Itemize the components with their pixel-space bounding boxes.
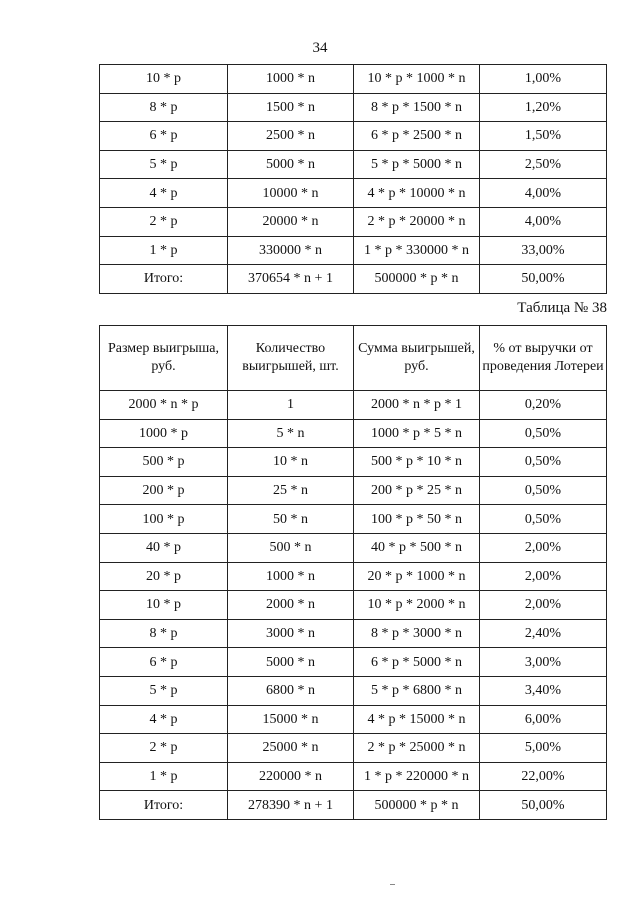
cell-revenue-percent: 2,40%: [480, 619, 607, 648]
cell-revenue-percent: 4,00%: [480, 179, 607, 208]
cell-prize-sum: 2000 * n * p * 1: [354, 391, 480, 420]
cell-prize-size: 2000 * n * p: [100, 391, 228, 420]
cell-prize-count: 2500 * n: [228, 122, 354, 151]
cell-prize-sum: 500000 * p * n: [354, 265, 480, 294]
cell-prize-sum: 4 * p * 15000 * n: [354, 705, 480, 734]
cell-prize-sum: 8 * p * 3000 * n: [354, 619, 480, 648]
cell-prize-size: 1 * p: [100, 236, 228, 265]
cell-prize-count: 2000 * n: [228, 591, 354, 620]
table-row: [100, 236, 607, 265]
cell-prize-sum: 4 * p * 10000 * n: [354, 179, 480, 208]
cell-prize-size: 1 * p: [100, 762, 228, 791]
table-row: [100, 150, 607, 179]
table-row: [100, 562, 607, 591]
cell-revenue-percent: 1,20%: [480, 93, 607, 122]
table-row: [100, 419, 607, 448]
cell-prize-count: 500 * n: [228, 533, 354, 562]
cell-prize-count: 10 * n: [228, 448, 354, 477]
cell-prize-size: 1000 * p: [100, 419, 228, 448]
cell-prize-count: 278390 * n + 1: [228, 791, 354, 820]
cell-revenue-percent: 4,00%: [480, 207, 607, 236]
cell-prize-sum: 1000 * p * 5 * n: [354, 419, 480, 448]
cell-prize-size: Итого:: [100, 265, 228, 294]
cell-prize-sum: 500000 * p * n: [354, 791, 480, 820]
cell-prize-size: 5 * p: [100, 150, 228, 179]
cell-prize-sum: 5 * p * 6800 * n: [354, 676, 480, 705]
cell-prize-count: 370654 * n + 1: [228, 265, 354, 294]
prize-table-38-body: [100, 391, 607, 820]
table-row: [100, 705, 607, 734]
cell-revenue-percent: 3,40%: [480, 676, 607, 705]
cell-prize-size: 20 * p: [100, 562, 228, 591]
cell-prize-count: 5000 * n: [228, 648, 354, 677]
cell-prize-count: 3000 * n: [228, 619, 354, 648]
cell-prize-count: 220000 * n: [228, 762, 354, 791]
cell-revenue-percent: 0,20%: [480, 391, 607, 420]
table-caption: Таблица № 38: [517, 300, 607, 316]
cell-prize-size: 2 * p: [100, 734, 228, 763]
cell-revenue-percent: 1,50%: [480, 122, 607, 151]
cell-revenue-percent: 2,50%: [480, 150, 607, 179]
table-header-row: [100, 326, 607, 391]
cell-revenue-percent: 0,50%: [480, 448, 607, 477]
cell-revenue-percent: 33,00%: [480, 236, 607, 265]
cell-prize-count: 10000 * n: [228, 179, 354, 208]
cell-revenue-percent: 2,00%: [480, 562, 607, 591]
cell-prize-count: 6800 * n: [228, 676, 354, 705]
table-row: [100, 65, 607, 94]
cell-revenue-percent: 2,00%: [480, 533, 607, 562]
cell-revenue-percent: 2,00%: [480, 591, 607, 620]
cell-prize-size: 40 * p: [100, 533, 228, 562]
header-prize-count: Количество выигрышей, шт.: [228, 326, 354, 391]
cell-prize-count: 50 * n: [228, 505, 354, 534]
cell-prize-sum: 40 * p * 500 * n: [354, 533, 480, 562]
cell-revenue-percent: 5,00%: [480, 734, 607, 763]
table-row: [100, 476, 607, 505]
prize-table-38: [99, 325, 607, 820]
table-row: [100, 676, 607, 705]
table-row: [100, 762, 607, 791]
cell-prize-size: 500 * p: [100, 448, 228, 477]
cell-prize-count: 330000 * n: [228, 236, 354, 265]
table-row: [100, 265, 607, 294]
cell-revenue-percent: 6,00%: [480, 705, 607, 734]
table-row: [100, 207, 607, 236]
table-row: [100, 734, 607, 763]
cell-prize-count: 5000 * n: [228, 150, 354, 179]
cell-prize-count: 15000 * n: [228, 705, 354, 734]
cell-prize-count: 20000 * n: [228, 207, 354, 236]
page-number: 34: [312, 40, 328, 56]
header-prize-size: Размер выигрыша, руб.: [100, 326, 228, 391]
cell-prize-size: 8 * p: [100, 93, 228, 122]
cell-revenue-percent: 22,00%: [480, 762, 607, 791]
cell-prize-sum: 2 * p * 20000 * n: [354, 207, 480, 236]
cell-prize-count: 1500 * n: [228, 93, 354, 122]
cell-prize-sum: 1 * p * 220000 * n: [354, 762, 480, 791]
cell-prize-sum: 20 * p * 1000 * n: [354, 562, 480, 591]
table-row: [100, 791, 607, 820]
cell-prize-count: 25000 * n: [228, 734, 354, 763]
header-prize-sum: Сумма выигрышей, руб.: [354, 326, 480, 391]
cell-prize-size: 200 * p: [100, 476, 228, 505]
table-row: [100, 505, 607, 534]
cell-revenue-percent: 50,00%: [480, 265, 607, 294]
cell-prize-sum: 5 * p * 5000 * n: [354, 150, 480, 179]
header-revenue-percent: % от выручки от проведения Лотереи: [480, 326, 607, 391]
table-row: [100, 448, 607, 477]
cell-prize-sum: 100 * p * 50 * n: [354, 505, 480, 534]
table-row: [100, 122, 607, 151]
cell-prize-size: Итого:: [100, 791, 228, 820]
cell-prize-count: 1000 * n: [228, 562, 354, 591]
cell-prize-sum: 6 * p * 5000 * n: [354, 648, 480, 677]
table-row: [100, 391, 607, 420]
cell-prize-size: 10 * p: [100, 591, 228, 620]
cell-prize-size: 6 * p: [100, 648, 228, 677]
cell-prize-sum: 2 * p * 25000 * n: [354, 734, 480, 763]
cell-revenue-percent: 0,50%: [480, 419, 607, 448]
cell-revenue-percent: 0,50%: [480, 505, 607, 534]
prize-table-continued-body: [100, 65, 607, 294]
table-row: [100, 591, 607, 620]
table-row: [100, 533, 607, 562]
cell-prize-size: 2 * p: [100, 207, 228, 236]
table-row: [100, 179, 607, 208]
cell-revenue-percent: 0,50%: [480, 476, 607, 505]
table-row: [100, 648, 607, 677]
cell-prize-sum: 10 * p * 1000 * n: [354, 65, 480, 94]
cell-prize-size: 10 * p: [100, 65, 228, 94]
cell-prize-size: 100 * p: [100, 505, 228, 534]
scan-mark: [390, 884, 395, 885]
cell-prize-size: 4 * p: [100, 705, 228, 734]
cell-revenue-percent: 3,00%: [480, 648, 607, 677]
cell-prize-size: 8 * p: [100, 619, 228, 648]
cell-prize-sum: 200 * p * 25 * n: [354, 476, 480, 505]
cell-prize-sum: 6 * p * 2500 * n: [354, 122, 480, 151]
cell-prize-count: 1000 * n: [228, 65, 354, 94]
prize-table-continued: [99, 64, 607, 294]
cell-prize-sum: 8 * p * 1500 * n: [354, 93, 480, 122]
cell-prize-size: 6 * p: [100, 122, 228, 151]
cell-prize-size: 4 * p: [100, 179, 228, 208]
cell-prize-sum: 500 * p * 10 * n: [354, 448, 480, 477]
cell-prize-sum: 1 * p * 330000 * n: [354, 236, 480, 265]
cell-prize-size: 5 * p: [100, 676, 228, 705]
cell-prize-count: 25 * n: [228, 476, 354, 505]
cell-prize-count: 1: [228, 391, 354, 420]
table-row: [100, 619, 607, 648]
cell-revenue-percent: 1,00%: [480, 65, 607, 94]
cell-prize-sum: 10 * p * 2000 * n: [354, 591, 480, 620]
cell-revenue-percent: 50,00%: [480, 791, 607, 820]
cell-prize-count: 5 * n: [228, 419, 354, 448]
table-row: [100, 93, 607, 122]
